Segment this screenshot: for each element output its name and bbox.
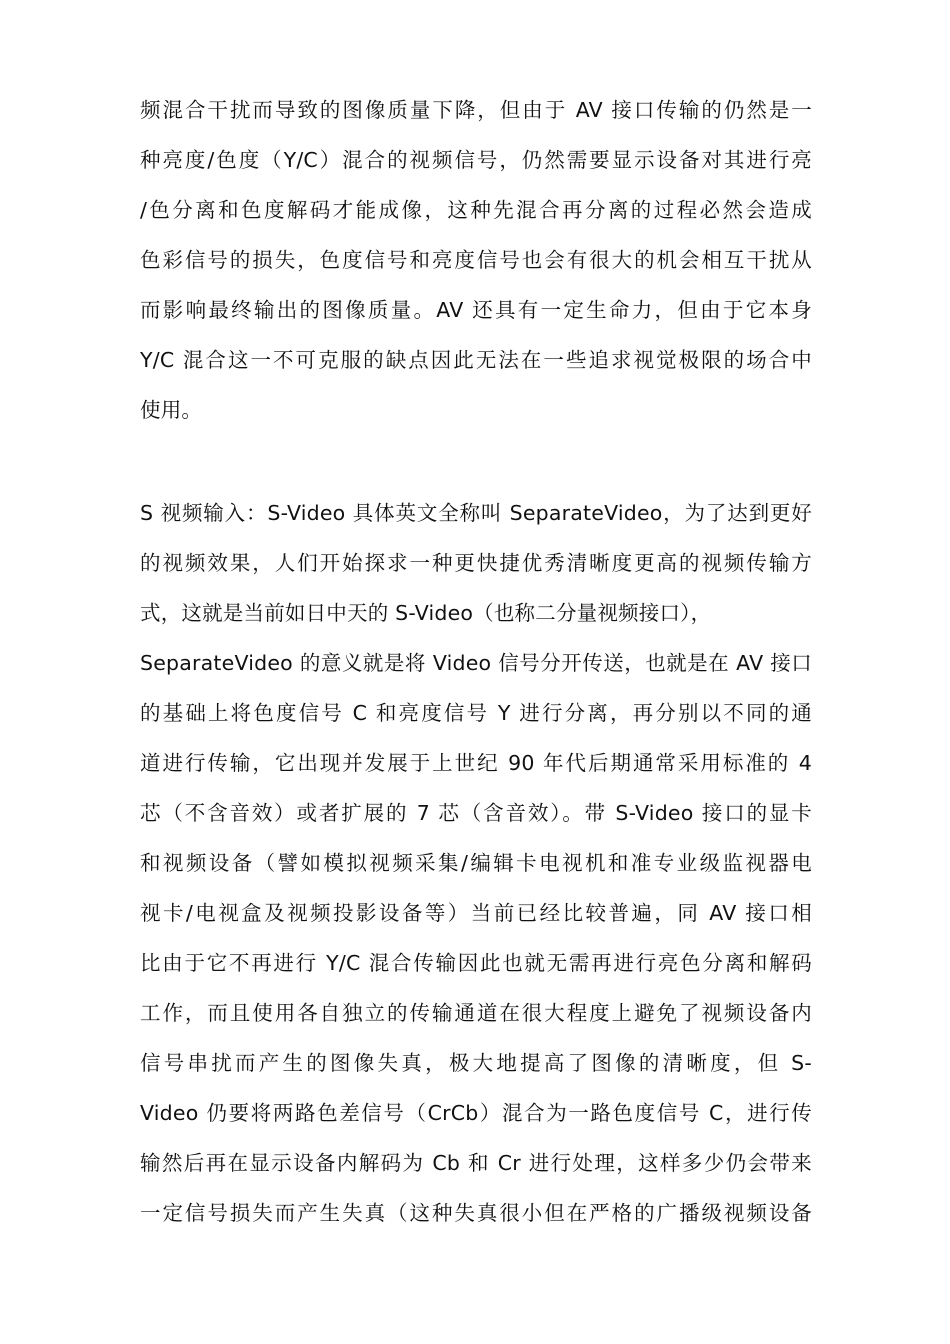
text-line: 一定信号损失而产生失真（这种失真很小但在严格的广播级视频设备 bbox=[140, 1201, 812, 1225]
text-line: 使用。 bbox=[140, 398, 203, 422]
text-line: 的视频效果，人们开始探求一种更快捷优秀清晰度更高的视频传输方 bbox=[140, 551, 812, 575]
text-line: 工作，而且使用各自独立的传输通道在很大程度上避免了视频设备内 bbox=[140, 1001, 812, 1025]
paragraph-s-video bbox=[140, 488, 812, 1238]
text-line: 种亮度/色度（Y/C）混合的视频信号，仍然需要显示设备对其进行亮 bbox=[140, 148, 812, 172]
text-line: 视卡/电视盒及视频投影设备等）当前已经比较普遍，同 AV 接口相 bbox=[140, 901, 812, 925]
text-line: 芯（不含音效）或者扩展的 7 芯（含音效）。带 S-Video 接口的显卡 bbox=[140, 801, 812, 825]
text-line: 式，这就是当前如日中天的 S-Video（也称二分量视频接口）， bbox=[140, 601, 712, 625]
text-line: 比由于它不再进行 Y/C 混合传输因此也就无需再进行亮色分离和解码 bbox=[140, 951, 812, 975]
text-line: 的基础上将色度信号 C 和亮度信号 Y 进行分离，再分别以不同的通 bbox=[140, 701, 812, 725]
text-line: SeparateVideo 的意义就是将 Video 信号分开传送，也就是在 AV 接口 bbox=[140, 651, 812, 675]
text-line: 频混合干扰而导致的图像质量下降，但由于 AV 接口传输的仍然是一 bbox=[140, 98, 812, 122]
text-line: 和视频设备（譬如模拟视频采集/编辑卡电视机和准专业级监视器电 bbox=[140, 851, 812, 875]
text-line: 输然后再在显示设备内解码为 Cb 和 Cr 进行处理，这样多少仍会带来 bbox=[140, 1151, 812, 1175]
text-line: 色彩信号的损失，色度信号和亮度信号也会有很大的机会相互干扰从 bbox=[140, 248, 812, 272]
paragraph-av-interface bbox=[140, 85, 812, 435]
text-line: S 视频输入：S-Video 具体英文全称叫 SeparateVideo，为了达到更好 bbox=[140, 501, 812, 525]
text-line: 而影响最终输出的图像质量。AV 还具有一定生命力，但由于它本身 bbox=[140, 298, 812, 322]
text-line: 道进行传输，它出现并发展于上世纪 90 年代后期通常采用标准的 4 bbox=[140, 751, 812, 775]
text-line: Y/C 混合这一不可克服的缺点因此无法在一些追求视觉极限的场合中 bbox=[140, 348, 812, 372]
text-line: 信号串扰而产生的图像失真，极大地提高了图像的清晰度，但 S- bbox=[140, 1051, 812, 1075]
text-line: Video 仍要将两路色差信号（CrCb）混合为一路色度信号 C，进行传 bbox=[140, 1101, 812, 1125]
text-line: /色分离和色度解码才能成像，这种先混合再分离的过程必然会造成 bbox=[140, 198, 812, 222]
